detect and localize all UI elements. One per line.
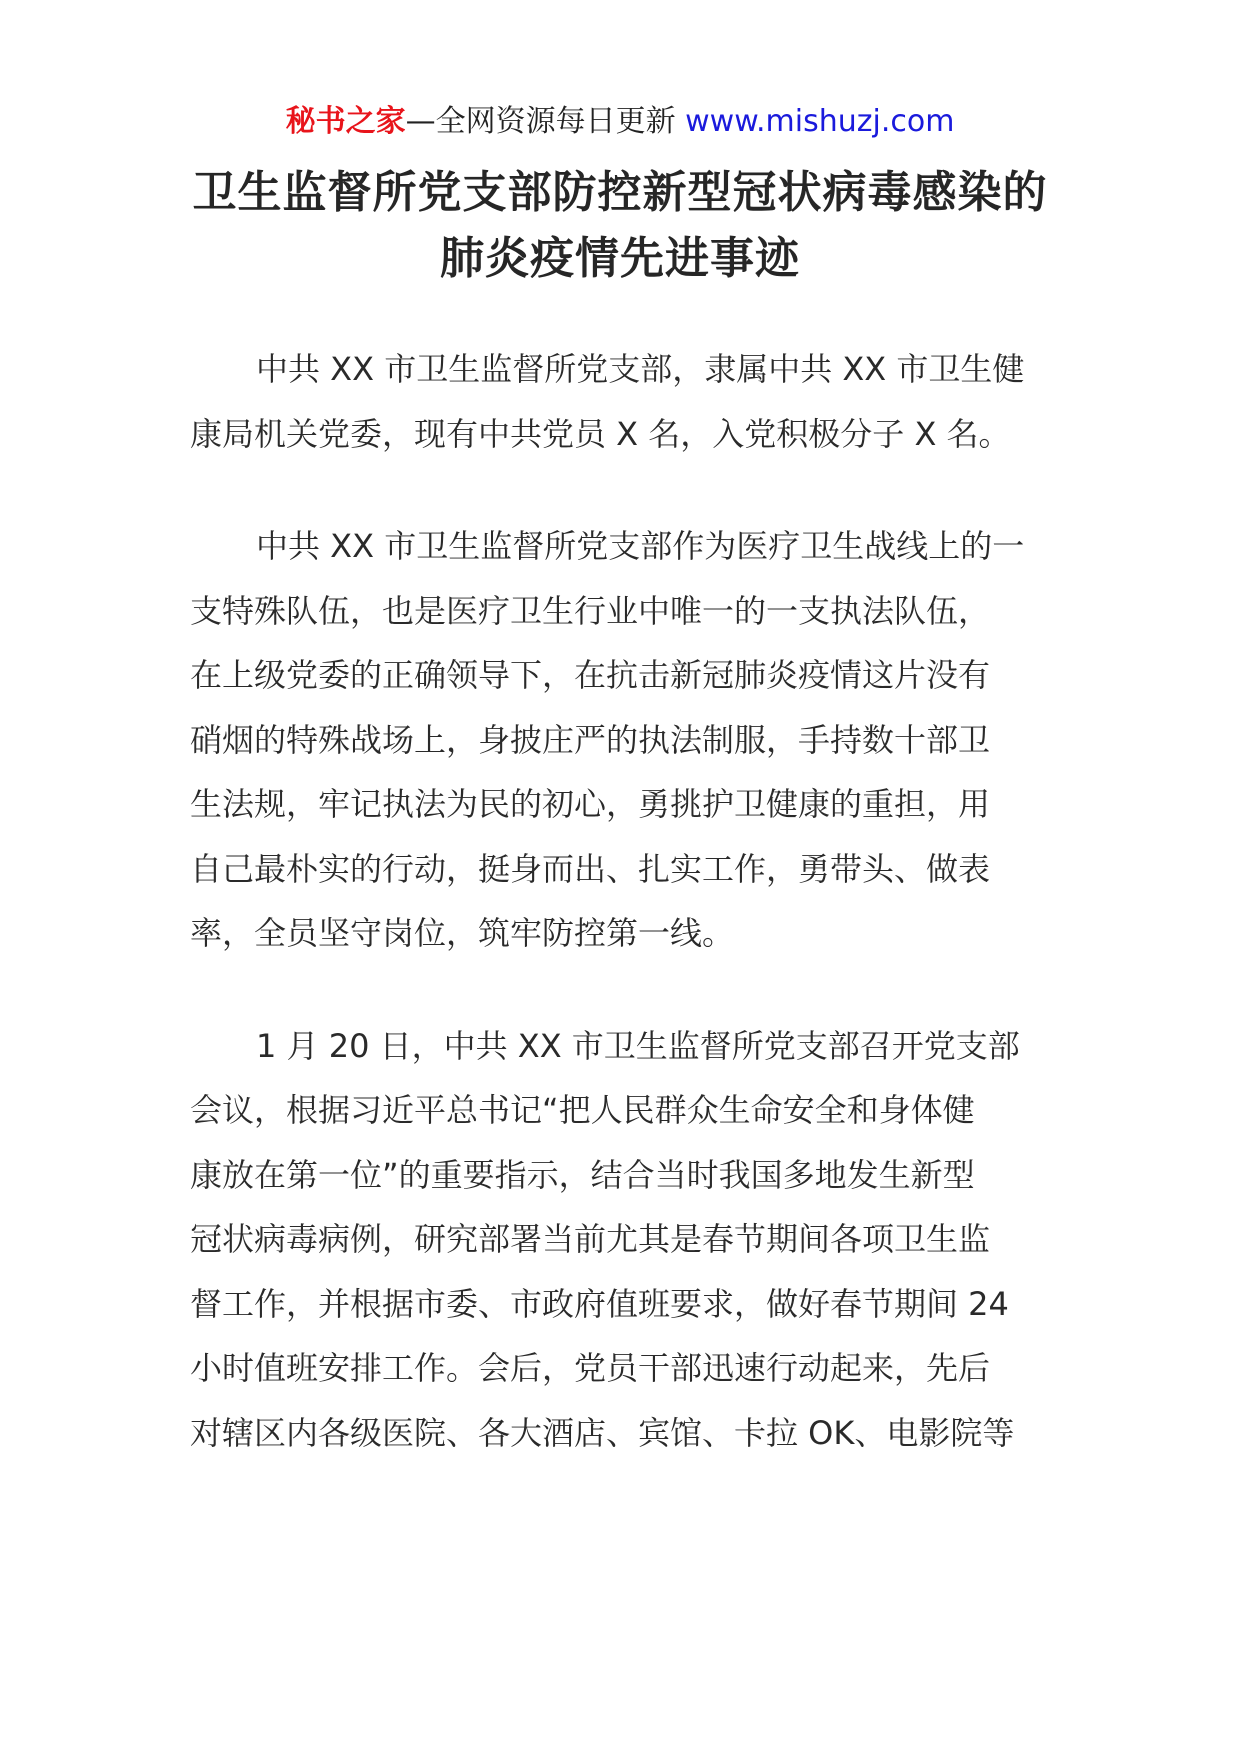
- title-line: 卫生监督所党支部防控新型冠状病毒感染的: [192, 167, 1048, 218]
- brand-name: 秘书之家: [285, 104, 406, 139]
- text-line: 督工作，并根据市委、市政府值班要求，做好春节期间 24: [190, 1284, 1009, 1323]
- paragraph-3: [190, 1014, 1070, 1466]
- text-line: 中共 XX 市卫生监督所党支部，隶属中共 XX 市卫生健: [256, 350, 1025, 388]
- document-body: [190, 337, 1070, 1513]
- text-line: 生法规，牢记执法为民的初心，勇挑护卫健康的重担，用: [190, 785, 991, 823]
- paragraph-2: [190, 514, 1070, 966]
- header-slogan: —全网资源每日更新: [405, 104, 676, 139]
- text-line: 康放在第一位”的重要指示，结合当时我国多地发生新型: [190, 1155, 975, 1194]
- paragraph-1: [190, 337, 1070, 466]
- text-line: 在上级党委的正确领导下，在抗击新冠肺炎疫情这片没有: [190, 656, 991, 694]
- text-line: 对辖区内各级医院、各大酒店、宾馆、卡拉 OK、电影院等: [190, 1413, 1015, 1452]
- site-header: [0, 100, 1240, 144]
- text-line: 支特殊队伍，也是医疗卫生行业中唯一的一支执法队伍，: [190, 591, 991, 630]
- text-line: 1 月 20 日，中共 XX 市卫生监督所党支部召开党支部: [256, 1026, 1020, 1065]
- text-line: 自己最朴实的行动，挺身而出、扎实工作，勇带头、做表: [190, 849, 991, 888]
- text-line: 中共 XX 市卫生监督所党支部作为医疗卫生战线上的一: [256, 527, 1025, 565]
- text-line: 冠状病毒病例，研究部署当前尤其是春节期间各项卫生监: [190, 1220, 991, 1258]
- document-title: [150, 160, 1090, 292]
- text-line: 率，全员坚守岗位，筑牢防控第一线。: [190, 914, 735, 952]
- text-line: 康局机关党委，现有中共党员 X 名，入党积极分子 X 名。: [190, 414, 1011, 453]
- text-line: 小时值班安排工作。会后，党员干部迅速行动起来，先后: [190, 1349, 991, 1387]
- title-line: 肺炎疫情先进事迹: [440, 233, 800, 284]
- text-line: 硝烟的特殊战场上，身披庄严的执法制服，手持数十部卫: [190, 720, 991, 759]
- text-line: 会议，根据习近平总书记“把人民群众生命安全和身体健: [190, 1091, 975, 1129]
- site-url-link[interactable]: www.mishuzj.com: [685, 104, 955, 139]
